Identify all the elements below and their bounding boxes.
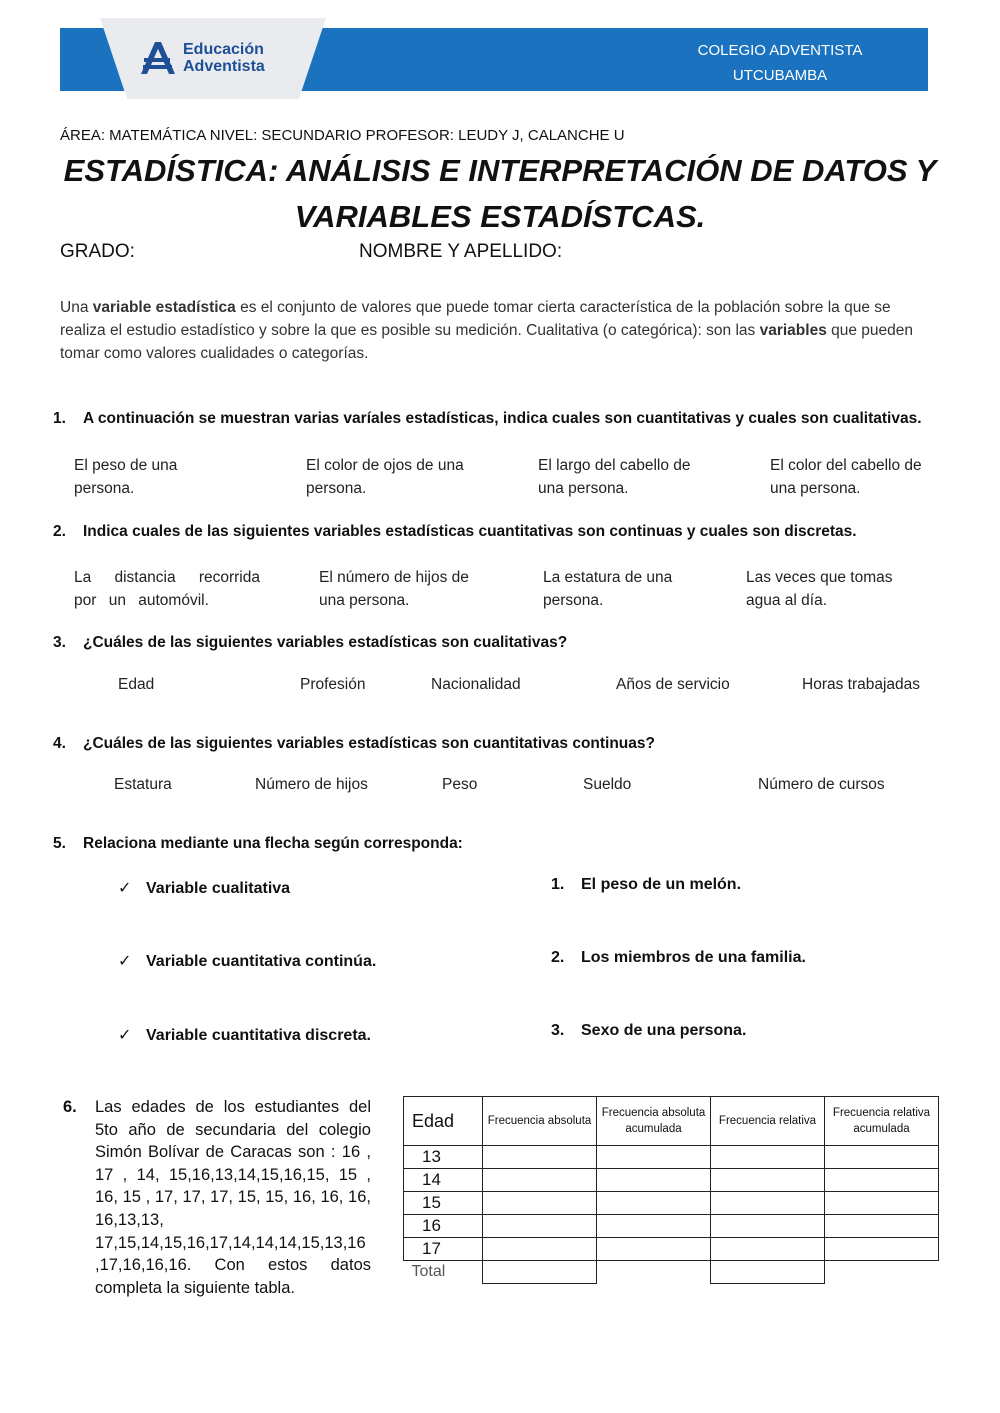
q1-option: El peso de una persona. (74, 457, 178, 497)
answer-cell[interactable] (825, 1215, 939, 1238)
question-3-number: 3. (53, 634, 66, 651)
answer-cell[interactable] (483, 1169, 597, 1192)
q1-option: El largo del cabello de una persona. (538, 457, 691, 497)
answer-cell[interactable] (483, 1238, 597, 1261)
col-frecuencia-absoluta: Frecuencia absoluta (483, 1097, 597, 1146)
school-line-2: UTCUBAMBA (732, 67, 828, 84)
logo-text (183, 41, 265, 75)
q4-option: Número de hijos (255, 776, 368, 793)
q4-option: Estatura (114, 776, 172, 793)
frequency-table (403, 1096, 939, 1284)
intro-paragraph (60, 296, 920, 365)
question-1-number: 1. (53, 410, 66, 427)
q1-option: El color de ojos de una persona. (306, 457, 464, 497)
table-row (404, 1146, 939, 1169)
q3-option: Edad (118, 676, 155, 693)
q2-option: La estatura de una persona. (543, 569, 673, 609)
answer-cell[interactable] (825, 1238, 939, 1261)
title-line-2: VARIABLES ESTADÍSTCAS. (294, 199, 706, 234)
table-row (404, 1169, 939, 1192)
answer-cell[interactable] (597, 1215, 711, 1238)
page-title (40, 148, 960, 240)
table-row (404, 1238, 939, 1261)
empty-cell (597, 1261, 711, 1284)
table-total-row (404, 1261, 939, 1284)
col-frecuencia-absoluta-acumulada: Frecuencia absoluta acumulada (597, 1097, 711, 1146)
age-cell: 13 (404, 1146, 483, 1169)
answer-cell[interactable] (711, 1192, 825, 1215)
logo-line-1: Educación (183, 41, 264, 58)
q3-option: Años de servicio (616, 676, 730, 693)
question-6-number: 6. (63, 1098, 77, 1116)
title-line-1: ESTADÍSTICA: ANÁLISIS E INTERPRETACIÓN DE DATOS Y (63, 153, 937, 188)
question-5-number: 5. (53, 835, 66, 852)
empty-cell (825, 1261, 939, 1284)
q2-option: La distancia recorrida por un automóvil. (74, 569, 260, 609)
course-meta: ÁREA: MATEMÁTICA NIVEL: SECUNDARIO PROFESOR: LEUDY J, CALANCHE U (60, 127, 625, 144)
answer-cell[interactable] (711, 1169, 825, 1192)
question-4-number: 4. (53, 735, 66, 752)
question-6-text: Las edades de los estudiantes del 5to año de secundaria del colegio Simón Bolívar de Caracas son : 16 , 17 , 14, 15,16,13,14,15,16,15, 15 , 16, 15 , 17, 17, 17, 15, 15, 16, 16, 16, 16,13,13, 17,15,14,15,16,17,14,14,14,15,13,16 ,17,16,16,16. Con estos datos completa la siguiente tabla. (95, 1098, 371, 1297)
answer-cell[interactable] (597, 1146, 711, 1169)
answer-cell[interactable] (483, 1146, 597, 1169)
age-cell: 14 (404, 1169, 483, 1192)
logo-icon (138, 40, 176, 76)
question-6 (63, 1096, 371, 1299)
match-right-item (551, 1022, 746, 1040)
answer-cell[interactable] (711, 1238, 825, 1261)
match-left-item (118, 1025, 371, 1045)
intro-text-2: es el conjunto de valores que puede tomar cierta característica de la población sobre la que se realiza el estudio estadístico y sobre la que es posible su medición. Cualitativa (o categórica): son las (60, 299, 891, 339)
answer-cell[interactable] (483, 1215, 597, 1238)
match-right-number: 1. (551, 876, 565, 893)
answer-cell[interactable] (825, 1169, 939, 1192)
question-2-text: Indica cuales de las siguientes variables estadísticas cuantitativas son continuas y cuales son discretas. (83, 523, 857, 540)
question-3-text: ¿Cuáles de las siguientes variables estadísticas son cualitativas? (83, 634, 568, 651)
intro-text-3: que pueden tomar como valores cualidades o categorías. (60, 322, 914, 362)
match-left-label: Variable cuantitativa continúa. (146, 953, 377, 970)
answer-cell[interactable] (597, 1169, 711, 1192)
table-row (404, 1215, 939, 1238)
question-5-text: Relaciona mediante una flecha según corresponda: (83, 835, 463, 852)
match-right-number: 2. (551, 949, 565, 966)
q2-option: El número de hijos de una persona. (319, 569, 469, 609)
question-5 (53, 835, 463, 853)
check-icon: ✓ (118, 953, 132, 970)
total-label: Total (411, 1263, 446, 1281)
match-right-item (551, 949, 806, 967)
age-cell: 16 (404, 1215, 483, 1238)
match-right-label: Sexo de una persona. (581, 1022, 747, 1039)
school-line-1: COLEGIO ADVENTISTA (697, 42, 863, 59)
col-frecuencia-relativa: Frecuencia relativa (711, 1097, 825, 1146)
question-1-text: A continuación se muestran varias varíales estadísticas, indica cuales son cuantitativas y cuales son cualitativas. (83, 410, 922, 427)
match-right-label: El peso de un melón. (581, 876, 742, 893)
school-name (650, 38, 910, 88)
col-frecuencia-relativa-acumulada: Frecuencia relativa acumulada (825, 1097, 939, 1146)
q3-option: Horas trabajadas (802, 676, 921, 693)
match-left-item (118, 951, 376, 971)
answer-cell[interactable] (825, 1192, 939, 1215)
question-3 (53, 634, 567, 652)
grado-label: GRADO: (60, 241, 135, 262)
age-cell: 15 (404, 1192, 483, 1215)
match-right-label: Los miembros de una familia. (581, 949, 806, 966)
match-left-label: Variable cuantitativa discreta. (146, 1027, 371, 1044)
check-icon: ✓ (118, 1027, 132, 1044)
age-cell: 17 (404, 1238, 483, 1261)
question-4-text: ¿Cuáles de las siguientes variables estadísticas son cuantitativas continuas? (83, 735, 655, 752)
question-4 (53, 735, 655, 753)
question-1 (53, 410, 922, 428)
q3-option: Profesión (300, 676, 366, 693)
answer-cell[interactable] (711, 1146, 825, 1169)
intro-text-1: Una (60, 299, 93, 316)
table-header-row (404, 1097, 939, 1146)
q2-option: Las veces que tomas agua al día. (746, 569, 893, 609)
nombre-label: NOMBRE Y APELLIDO: (359, 241, 563, 262)
question-2-number: 2. (53, 523, 66, 540)
logo-line-2: Adventista (183, 58, 265, 75)
q4-option: Sueldo (583, 776, 632, 793)
total-cell[interactable] (711, 1261, 825, 1284)
answer-cell[interactable] (597, 1238, 711, 1261)
intro-bold-2: variables (759, 322, 827, 339)
answer-cell[interactable] (711, 1215, 825, 1238)
q1-option: El color del cabello de una persona. (770, 457, 922, 497)
match-left-item (118, 878, 290, 898)
q4-option: Número de cursos (758, 776, 885, 793)
col-edad: Edad (404, 1097, 483, 1146)
intro-bold-1: variable estadística (92, 299, 236, 316)
answer-cell[interactable] (483, 1192, 597, 1215)
table-row (404, 1192, 939, 1215)
match-right-number: 3. (551, 1022, 565, 1039)
answer-cell[interactable] (597, 1192, 711, 1215)
question-2 (53, 523, 857, 541)
q3-option: Nacionalidad (431, 676, 521, 693)
q4-option: Peso (442, 776, 478, 793)
match-left-label: Variable cualitativa (146, 880, 291, 897)
total-cell[interactable] (483, 1261, 597, 1284)
check-icon: ✓ (118, 880, 132, 897)
match-right-item (551, 876, 741, 894)
answer-cell[interactable] (825, 1146, 939, 1169)
